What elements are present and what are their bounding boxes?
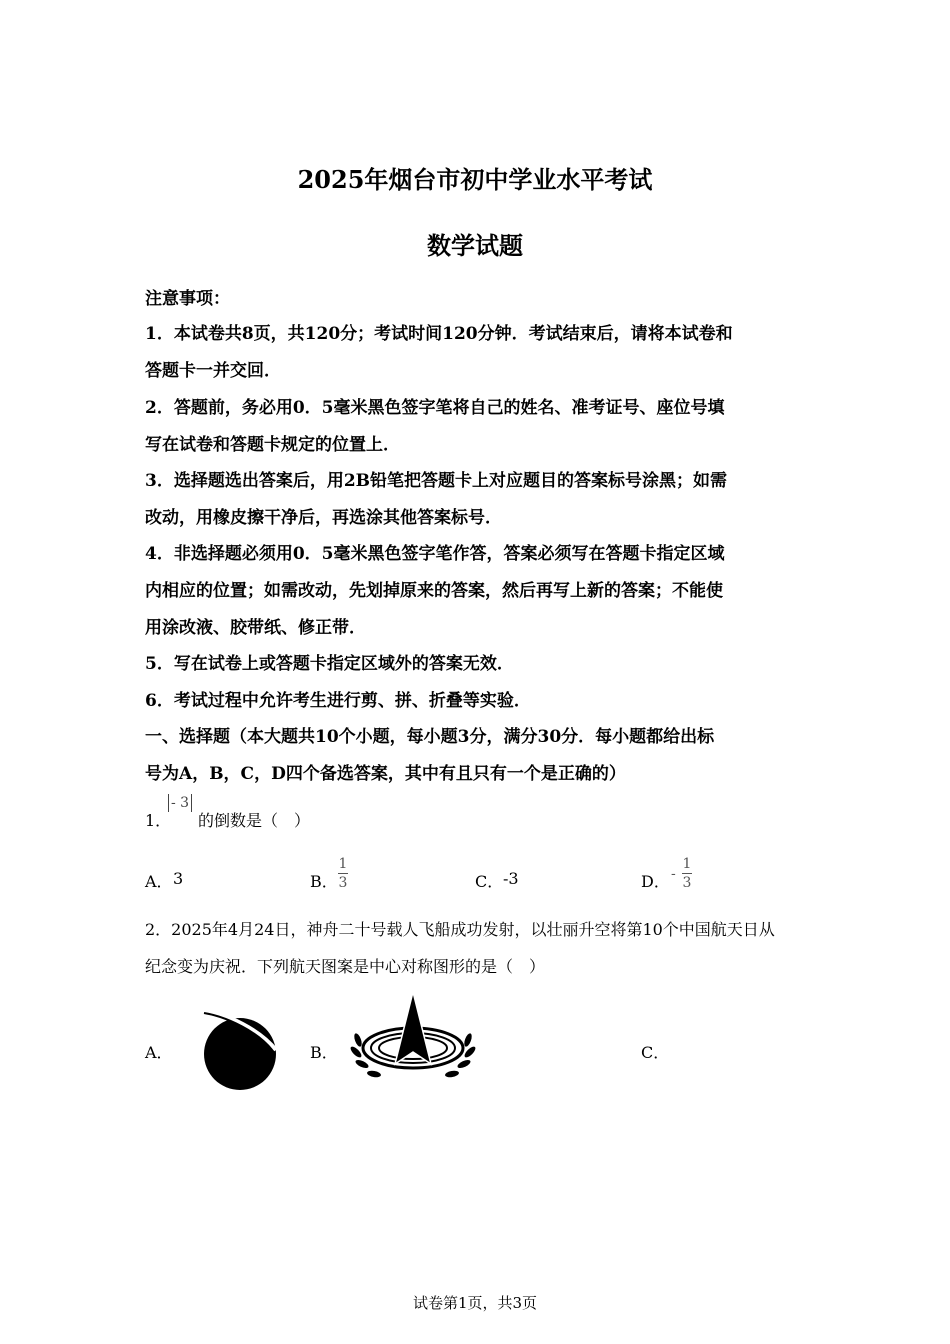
q1-absolute-value: - 3	[168, 794, 192, 812]
notice-line: 3．选择题选出答案后，用2B铅笔把答题卡上对应题目的答案标号涂黑；如需	[145, 471, 728, 491]
q1-option-c-label: C．	[475, 872, 504, 891]
q2-stem-line: 纪念变为庆祝．下列航天图案是中心对称图形的是（ ）	[145, 957, 546, 976]
notice-line: 内相应的位置；如需改动，先划掉原来的答案，然后再写上新的答案；不能使	[145, 581, 723, 601]
notice-heading: 注意事项：	[145, 289, 230, 309]
notice-line: 2．答题前，务必用0．5毫米黑色签字笔将自己的姓名、准考证号、座位号填	[145, 398, 725, 418]
q2-option-c-label: C．	[641, 1043, 670, 1062]
fraction-bar	[682, 873, 692, 874]
fraction-numerator: 1	[682, 856, 692, 872]
page-footer: 试卷第1页，共3页	[412, 1294, 538, 1312]
notice-line: 1．本试卷共8页，共120分；考试时间120分钟．考试结束后，请将本试卷和	[145, 324, 733, 344]
q1-option-c-value: -3	[503, 869, 519, 888]
q2-option-b-label: B．	[310, 1043, 338, 1062]
fraction-bar	[338, 873, 348, 874]
q2-option-a-emblem	[198, 1008, 280, 1090]
notice-line: 答题卡一并交回．	[145, 361, 281, 381]
fraction-numerator: 1	[338, 856, 348, 872]
notice-line: 写在试卷和答题卡规定的位置上．	[145, 435, 400, 455]
fraction-denominator: 3	[682, 875, 692, 891]
notice-line: 用涂改液、胶带纸、修正带．	[145, 618, 366, 638]
notice-line: 4．非选择题必须用0．5毫米黑色签字笔作答，答案必须写在答题卡指定区域	[145, 544, 725, 564]
section-heading: 号为A，B，C，D四个备选答案，其中有且只有一个是正确的）	[145, 764, 626, 784]
q1-option-a-label: A．	[145, 872, 173, 891]
emblem-disc	[204, 1018, 276, 1090]
q2-option-a-label: A．	[145, 1043, 173, 1062]
fraction-denominator: 3	[338, 875, 348, 891]
notice-line: 5．写在试卷上或答题卡指定区域外的答案无效．	[145, 654, 514, 674]
q2-option-b-emblem	[350, 990, 476, 1086]
q1-option-a-value: 3	[173, 869, 184, 888]
section-heading: 一、选择题（本大题共10个小题，每小题3分，满分30分．每小题都给出标	[145, 727, 715, 747]
exam-subtitle: 数学试题	[427, 231, 523, 260]
q1-stem: 的倒数是（ ）	[198, 811, 311, 830]
q1-option-d-label: D．	[641, 872, 670, 891]
q2-stem-line: 2．2025年4月24日，神舟二十号载人飞船成功发射，以壮丽升空将第10个中国航天日从	[145, 920, 775, 939]
q1-option-d-sign: -	[671, 866, 676, 882]
q1-option-d-fraction	[682, 856, 692, 891]
q1-number: 1．	[145, 811, 172, 830]
q1-option-b-label: B．	[310, 872, 338, 891]
q1-option-b-fraction	[338, 856, 348, 891]
notice-line: 改动，用橡皮擦干净后，再选涂其他答案标号．	[145, 508, 502, 528]
exam-title: 2025年烟台市初中学业水平考试	[297, 165, 653, 194]
notice-line: 6．考试过程中允许考生进行剪、拼、折叠等实验．	[145, 691, 531, 711]
